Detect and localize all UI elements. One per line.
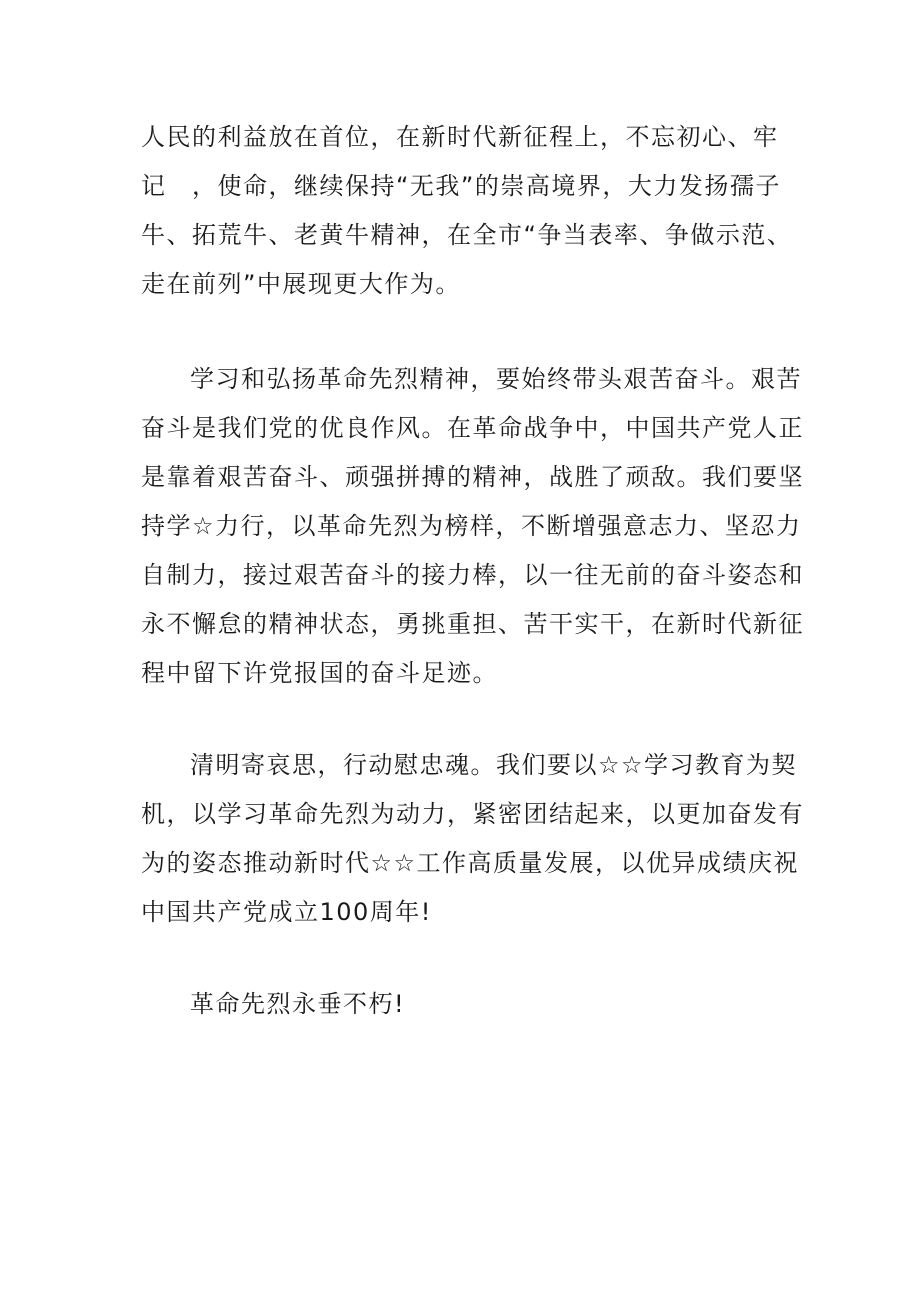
paragraph-4 xyxy=(141,980,405,1029)
text-line: 机，以学习革命先烈为动力，紧密团结起来，以更加奋发有 xyxy=(141,800,804,828)
paragraph-3 xyxy=(141,741,804,937)
text-line: 奋斗是我们党的优良作风。在革命战争中，中国共产党人正 xyxy=(141,414,804,442)
text-line: 中国共产党成立100周年! xyxy=(141,898,432,926)
text-line: 走在前列”中展现更大作为。 xyxy=(141,270,461,298)
text-line: 自制力，接过艰苦奋斗的接力棒，以一往无前的奋斗姿态和 xyxy=(141,561,804,589)
text-line: 人民的利益放在首位，在新时代新征程上，不忘初心、牢 xyxy=(141,123,779,151)
text-line: 是靠着艰苦奋斗、顽强拼搏的精神，战胜了顽敌。我们要坚 xyxy=(141,463,804,491)
text-line: 持学☆力行，以革命先烈为榜样，不断增强意志力、坚忍力 xyxy=(141,512,802,540)
text-line: 记 ，使命，继续保持“无我”的崇高境界，大力发扬孺子 xyxy=(141,172,781,200)
text-line: 程中留下许党报国的奋斗足迹。 xyxy=(141,659,498,687)
text-line: 学习和弘扬革命先烈精神，要始终带头艰苦奋斗。艰苦 xyxy=(190,365,802,393)
text-line: 牛、拓荒牛、老黄牛精神，在全市“争当表率、争做示范、 xyxy=(141,221,793,249)
text-line: 为的姿态推动新时代☆☆工作高质量发展，以优异成绩庆祝 xyxy=(141,849,800,877)
paragraph-2 xyxy=(141,355,804,698)
text-line: 革命先烈永垂不朽! xyxy=(190,990,406,1018)
text-line: 永不懈怠的精神状态，勇挑重担、苦干实干，在新时代新征 xyxy=(141,610,804,638)
paragraph-1 xyxy=(141,113,792,309)
text-line: 清明寄哀思，行动慰忠魂。我们要以☆☆学习教育为契 xyxy=(190,751,798,779)
